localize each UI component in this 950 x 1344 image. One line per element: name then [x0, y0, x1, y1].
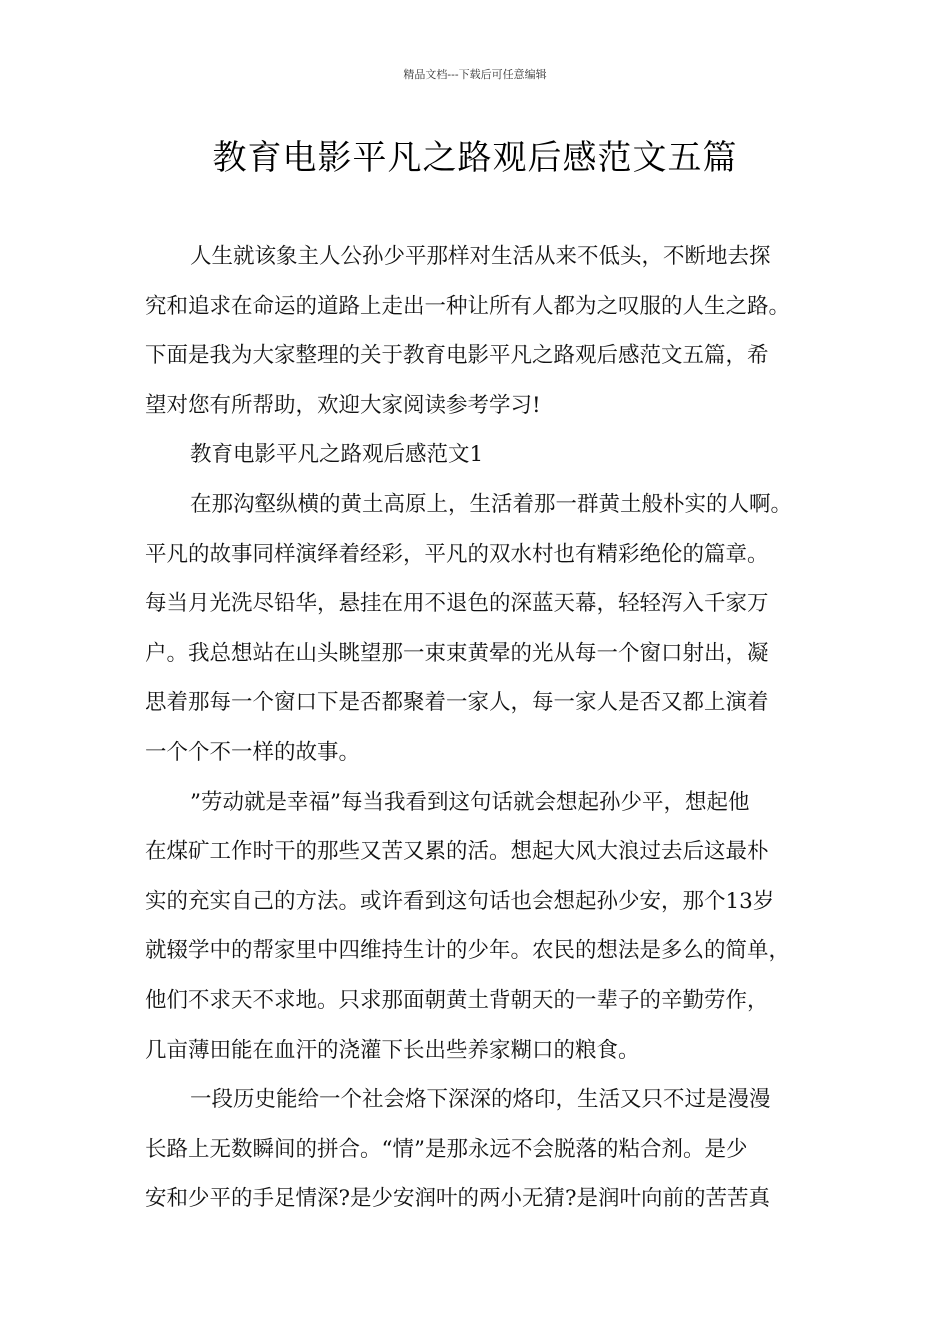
text-line: 在那沟壑纵横的黄土高原上，生活着那一群黄土般朴实的人啊。 — [190, 491, 793, 517]
text-line: 思着那每一个窗口下是否都聚着一家人，每一家人是否又都上演着 — [145, 690, 769, 716]
document-title: 教育电影平凡之路观后感范文五篇 — [212, 138, 738, 178]
text-line: 实的充实自己的方法。或许看到这句话也会想起孙少安，那个13岁 — [145, 888, 775, 914]
text-line: 他们不求天不求地。只求那面朝黄土背朝天的一辈子的辛勤劳作， — [145, 987, 769, 1013]
document-body — [145, 232, 825, 1224]
text-line: 几亩薄田能在血汗的浇灌下长出些养家糊口的粮食。 — [145, 1037, 640, 1063]
text-line: 人生就该象主人公孙少平那样对生活从来不低头，不断地去探 — [190, 244, 771, 269]
text-line: ”劳动就是幸福”每当我看到这句话就会想起孙少平，想起他 — [190, 789, 750, 815]
text-line: 平凡的故事同样演绎着经彩，平凡的双水村也有精彩绝伦的篇章。 — [145, 541, 769, 567]
text-line: 教育电影平凡之路观后感范文1 — [190, 442, 484, 468]
text-line: 究和追求在命运的道路上走出一种让所有人都为之叹服的人生之路。 — [145, 293, 791, 319]
text-line: 每当月光洗尽铅华，悬挂在用不退色的深蓝天幕，轻轻泻入千家万 — [145, 591, 769, 617]
text-line: 望对您有所帮助，欢迎大家阅读参考学习! — [145, 392, 541, 418]
text-line: 就辍学中的帮家里中四维持生计的少年。农民的想法是多么的简单， — [145, 938, 791, 964]
text-line: 长路上无数瞬间的拼合。“情”是那永远不会脱落的粘合剂。是少 — [145, 1136, 748, 1162]
text-line: 安和少平的手足情深?是少安润叶的两小无猜?是润叶向前的苦苦真 — [145, 1186, 771, 1212]
text-line: 一段历史能给一个社会烙下深深的烙印，生活又只不过是漫漫 — [190, 1087, 771, 1113]
header-note: 精品文档---下载后可任意编辑 — [403, 68, 547, 81]
text-line: 下面是我为大家整理的关于教育电影平凡之路观后感范文五篇，希 — [145, 343, 769, 369]
text-line: 在煤矿工作时干的那些又苦又累的活。想起大风大浪过去后这最朴 — [145, 839, 769, 865]
text-line: 一个个不一样的故事。 — [145, 739, 361, 765]
text-line: 户。我总想站在山头眺望那一束束黄晕的光从每一个窗口射出，凝 — [145, 640, 769, 666]
